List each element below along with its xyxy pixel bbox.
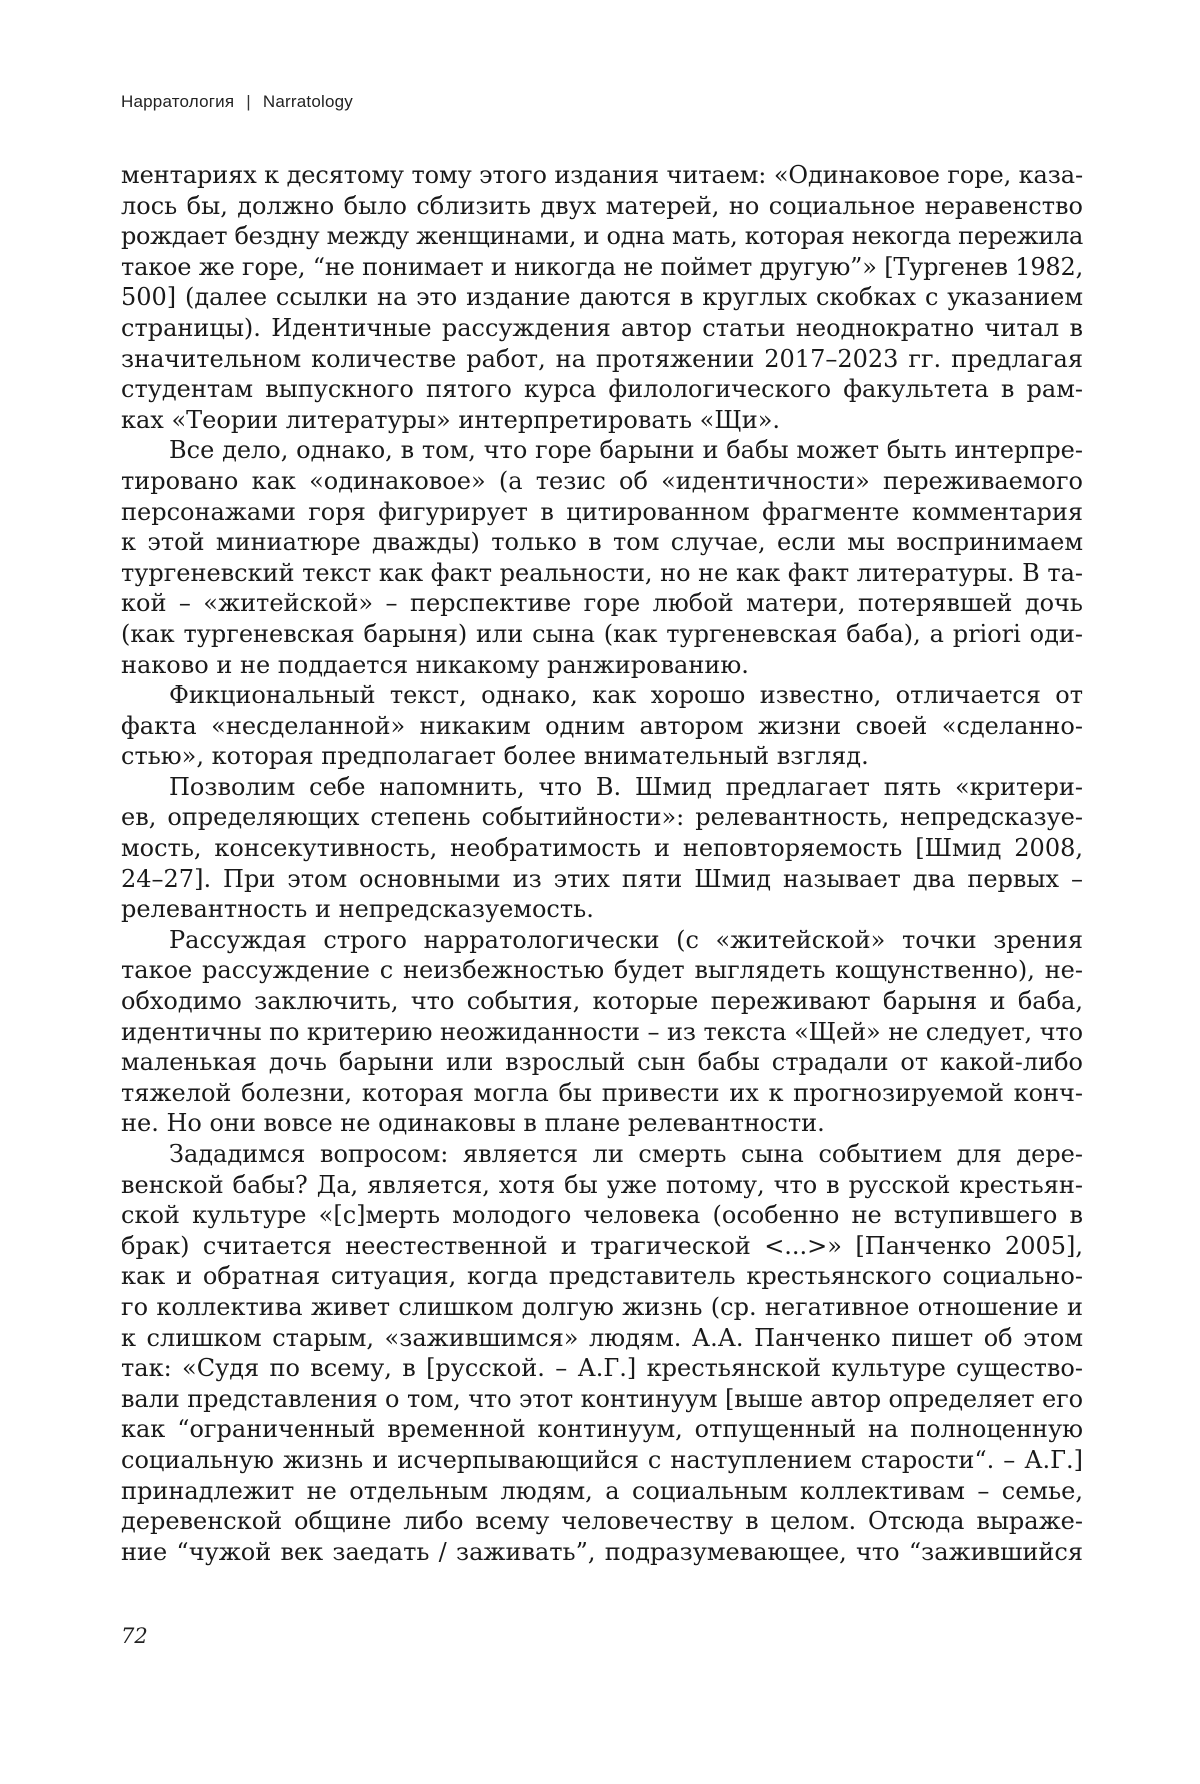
running-header-separator: | — [246, 92, 251, 111]
running-header-title-en: Narratology — [262, 92, 353, 111]
text-line: венской бабы? Да, является, хотя бы уже потому, что в русской крестьян- — [121, 1170, 1083, 1199]
text-line: кой – «житейской» – перспективе горе любой матери, потерявшей дочь — [121, 589, 1083, 618]
text-line: тировано как «одинаковое» (а тезис об «идентичности» переживаемого — [121, 466, 1083, 495]
text-line: страницы). Идентичные рассуждения автор статьи неоднократно читал в — [121, 313, 1083, 342]
page-number: 72 — [121, 1624, 148, 1648]
text-line: к этой миниатюре дважды) только в том случае, если мы воспринимаем — [121, 528, 1083, 557]
paragraph — [121, 435, 1083, 680]
text-line: как “ограниченный временной континуум, отпущенный на полноценную — [121, 1415, 1083, 1444]
text-line: обходимо заключить, что события, которые переживают барыня и баба, — [121, 987, 1083, 1016]
text-line: не. Но они вовсе не одинаковы в плане релевантности. — [121, 1109, 825, 1138]
text-line: Зададимся вопросом: является ли смерть сына событием для дере- — [169, 1140, 1083, 1168]
text-line: как и обратная ситуация, когда представитель крестьянского социально- — [121, 1262, 1083, 1291]
running-header-title-ru: Нарратология — [121, 92, 235, 111]
text-line: 500] (далее ссылки на это издание даются в круглых скобках с указанием — [121, 283, 1083, 312]
paragraph — [121, 772, 1083, 925]
text-line: деревенской общине либо всему человечеству в целом. Отсюда выраже- — [121, 1507, 1083, 1536]
running-header — [121, 92, 353, 112]
text-line: Позволим себе напомнить, что В. Шмид предлагает пять «критери- — [169, 772, 1083, 801]
text-line: социальную жизнь и исчерпывающийся с наступлением старости“. – А.Г.] — [121, 1445, 1083, 1474]
paragraph — [121, 160, 1083, 435]
text-line: ках «Теории литературы» интерпретировать «Щи». — [121, 405, 781, 434]
text-line: ментариях к десятому тому этого издания читаем: «Одинаковое горе, каза- — [121, 161, 1083, 189]
text-line: так: «Судя по всему, в [русской. – А.Г.] крестьянской культуре существо- — [121, 1354, 1083, 1383]
article-body — [121, 160, 1083, 1567]
text-line: Рассуждая строго нарратологически (с «житейской» точки зрения — [169, 925, 1083, 954]
text-line: вали представления о том, что этот континуум [выше автор определяет его — [121, 1384, 1083, 1413]
text-line: го коллектива живет слишком долгую жизнь (ср. негативное отношение и — [121, 1292, 1083, 1321]
text-line: факта «несделанной» никаким одним автором жизни своей «сделанно- — [121, 711, 1083, 740]
text-line: персонажами горя фигурирует в цитированном фрагменте комментария — [121, 497, 1083, 526]
text-line: лось бы, должно было сблизить двух матерей, но социальное неравенство — [121, 191, 1083, 220]
paragraph — [121, 680, 1083, 772]
text-line: брак) считается неестественной и трагической <...>» [Панченко 2005], — [121, 1231, 1083, 1260]
text-line: мость, консекутивность, необратимость и неповторяемость [Шмид 2008, — [121, 834, 1083, 863]
text-line: ние “чужой век заедать / заживать”, подразумевающее, что “зажившийся — [121, 1537, 1083, 1566]
text-line: Все дело, однако, в том, что горе барыни и бабы может быть интерпре- — [169, 436, 1083, 465]
text-line: (как тургеневская барыня) или сына (как тургеневская баба), a priori оди- — [121, 619, 1083, 648]
text-line: к слишком старым, «зажившимся» людям. А.А. Панченко пишет об этом — [121, 1323, 1083, 1352]
text-line: значительном количестве работ, на протяжении 2017–2023 гг. предлагая — [121, 344, 1083, 373]
text-line: тургеневский текст как факт реальности, но не как факт литературы. В та- — [121, 558, 1083, 587]
text-line: маленькая дочь барыни или взрослый сын бабы страдали от какой-либо — [121, 1048, 1083, 1077]
text-line: такое рассуждение с неизбежностью будет выглядеть кощунственно), не- — [121, 956, 1083, 985]
text-line: студентам выпускного пятого курса филологического факультета в рам- — [121, 375, 1083, 404]
text-line: 24–27]. При этом основными из этих пяти Шмид называет два первых – — [121, 864, 1083, 893]
text-line: наково и не поддается никакому ранжированию. — [121, 650, 749, 679]
paragraph — [121, 1139, 1083, 1567]
text-line: стью», которая предполагает более внимательный взгляд. — [121, 742, 869, 771]
paragraph — [121, 925, 1083, 1139]
text-line: тяжелой болезни, которая могла бы привести их к прогнозируемой конч- — [121, 1078, 1083, 1107]
text-line: ской культуре «[с]мерть молодого человека (особенно не вступившего в — [121, 1201, 1083, 1230]
text-line: Фикциональный текст, однако, как хорошо известно, отличается от — [169, 681, 1083, 710]
text-line: такое же горе, “не понимает и никогда не поймет другую”» [Тургенев 1982, — [121, 252, 1084, 281]
text-line: релевантность и непредсказуемость. — [121, 895, 594, 924]
text-line: принадлежит не отдельным людям, а социальным коллективам – семье, — [121, 1476, 1083, 1505]
text-line: идентичны по критерию неожиданности – из текста «Щей» не следует, что — [121, 1017, 1083, 1046]
text-line: рождает бездну между женщинами, и одна мать, которая некогда пережила — [121, 222, 1084, 251]
text-line: ев, определяющих степень событийности»: релевантность, непредсказуе- — [121, 803, 1083, 832]
